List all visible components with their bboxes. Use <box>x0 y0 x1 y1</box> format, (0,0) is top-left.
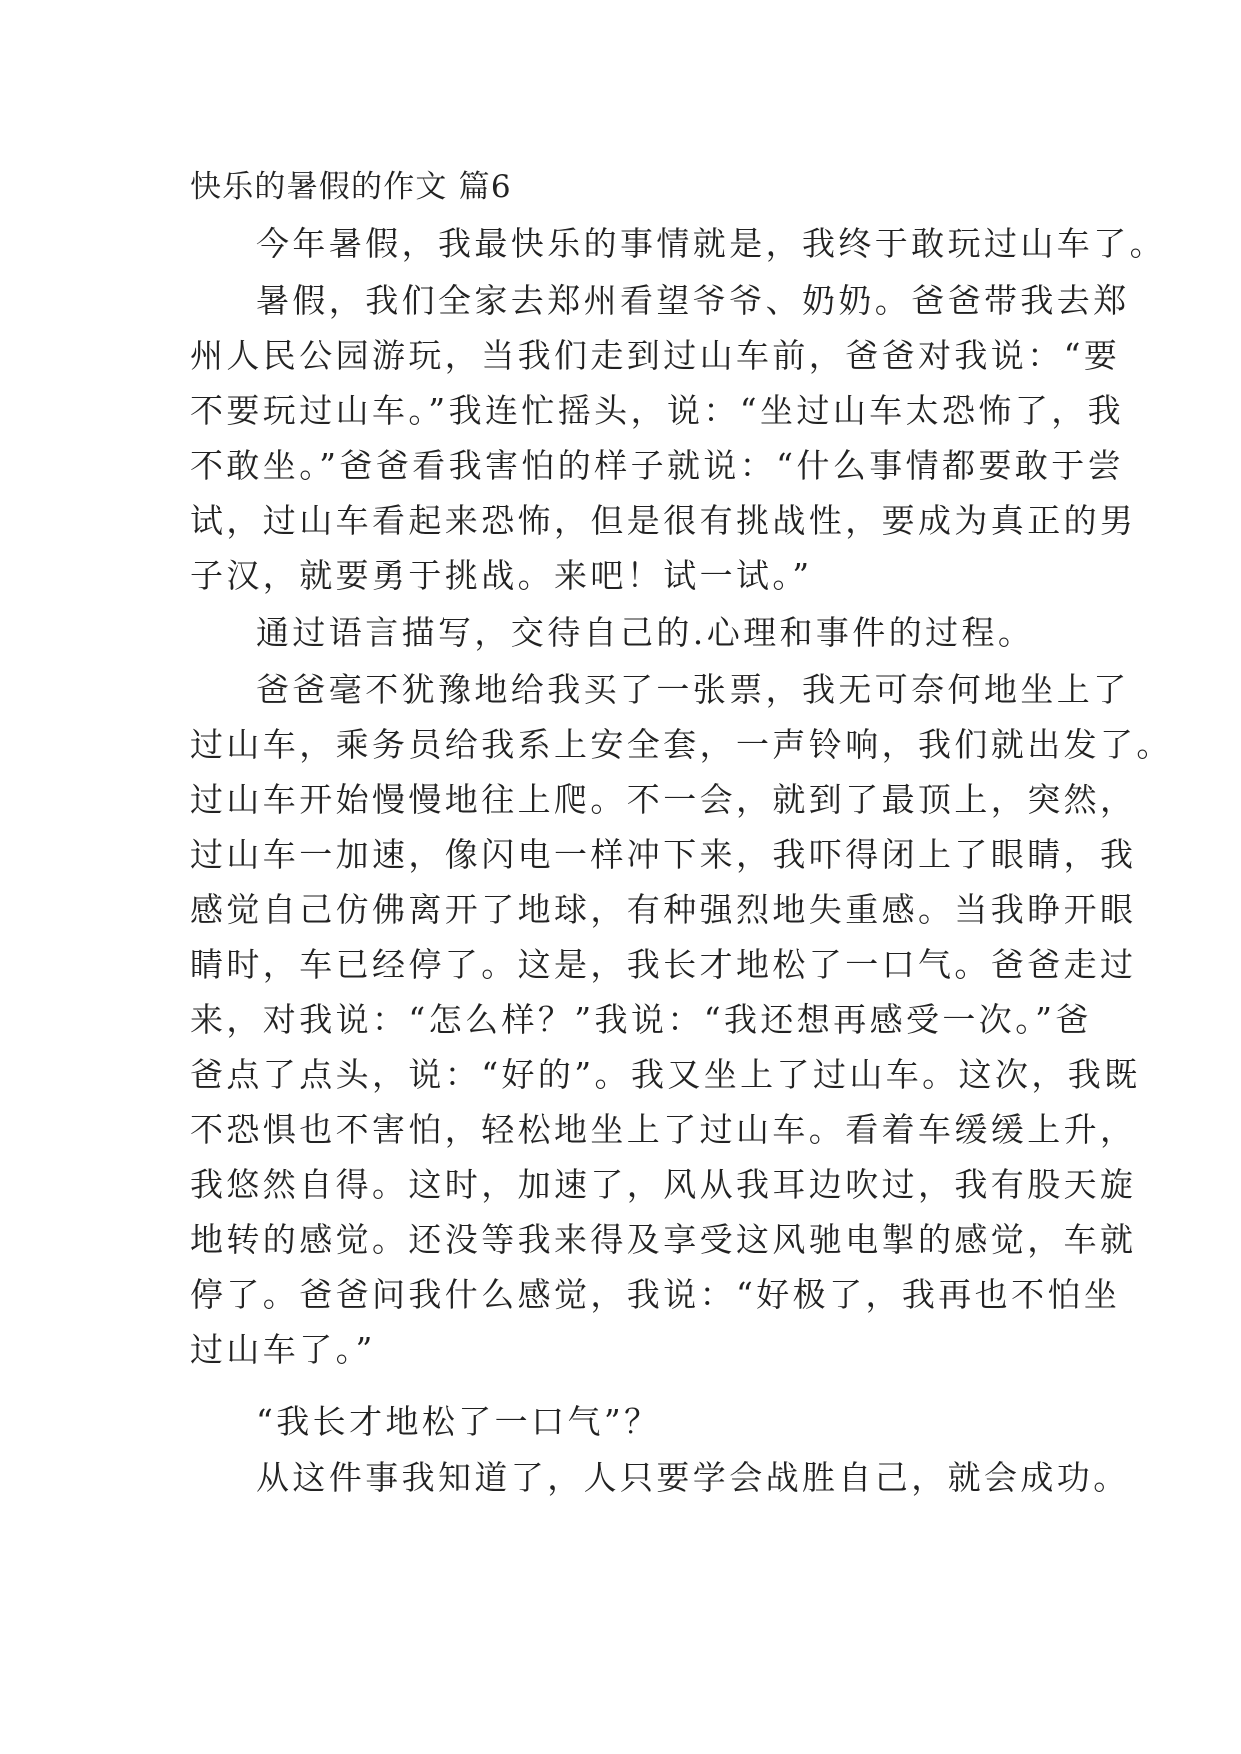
paragraph-line: 不要玩过山车。”我连忙摇头，说：“坐过山车太恐怖了，我 <box>190 391 1125 430</box>
paragraph-line: 从这件事我知道了，人只要学会战胜自己，就会成功。 <box>256 1458 1130 1497</box>
paragraph-line: “我长才地松了一口气”？ <box>256 1402 661 1441</box>
paragraph-line: 州人民公园游玩，当我们走到过山车前，爸爸对我说：“要 <box>190 336 1121 375</box>
document-title: 快乐的暑假的作文 篇6 <box>190 169 512 205</box>
paragraph-line: 不恐惧也不害怕，轻松地坐上了过山车。看着车缓缓上升， <box>190 1110 1137 1149</box>
paragraph-line: 试，过山车看起来恐怖，但是很有挑战性，要成为真正的男 <box>190 501 1137 540</box>
paragraph-line: 睛时，车已经停了。这是，我长才地松了一口气。爸爸走过 <box>190 945 1137 984</box>
paragraph-line: 来，对我说：“怎么样？”我说：“我还想再感受一次。”爸 <box>190 1000 1092 1039</box>
paragraph-line: 子汉，就要勇于挑战。来吧！试一试。” <box>190 556 813 595</box>
paragraph-line: 过山车了。” <box>190 1330 376 1369</box>
paragraph-line: 爸爸毫不犹豫地给我买了一张票，我无可奈何地坐上了 <box>256 670 1130 709</box>
paragraph-line: 过山车一加速，像闪电一样冲下来，我吓得闭上了眼睛，我 <box>190 835 1137 874</box>
paragraph-line: 停了。爸爸问我什么感觉，我说：“好极了，我再也不怕坐 <box>190 1275 1121 1314</box>
paragraph-line: 暑假，我们全家去郑州看望爷爷、奶奶。爸爸带我去郑 <box>256 281 1130 320</box>
paragraph-line: 不敢坐。”爸爸看我害怕的样子就说：“什么事情都要敢于尝 <box>190 446 1125 485</box>
paragraph-line: 通过语言描写，交待自己的.心理和事件的过程。 <box>256 613 1035 652</box>
paragraph-line: 我悠然自得。这时，加速了，风从我耳边吹过，我有股天旋 <box>190 1165 1137 1204</box>
paragraph-line: 爸点了点头，说：“好的”。我又坐上了过山车。这次，我既 <box>190 1055 1141 1094</box>
paragraph-line: 过山车，乘务员给我系上安全套，一声铃响，我们就出发了。 <box>190 725 1173 764</box>
paragraph-line: 地转的感觉。还没等我来得及享受这风驰电掣的感觉，车就 <box>190 1220 1137 1259</box>
paragraph-line: 今年暑假，我最快乐的事情就是，我终于敢玩过山车了。 <box>256 224 1166 263</box>
paragraph-line: 过山车开始慢慢地往上爬。不一会，就到了最顶上，突然， <box>190 780 1137 819</box>
paragraph-line: 感觉自己仿佛离开了地球，有种强烈地失重感。当我睁开眼 <box>190 890 1137 929</box>
